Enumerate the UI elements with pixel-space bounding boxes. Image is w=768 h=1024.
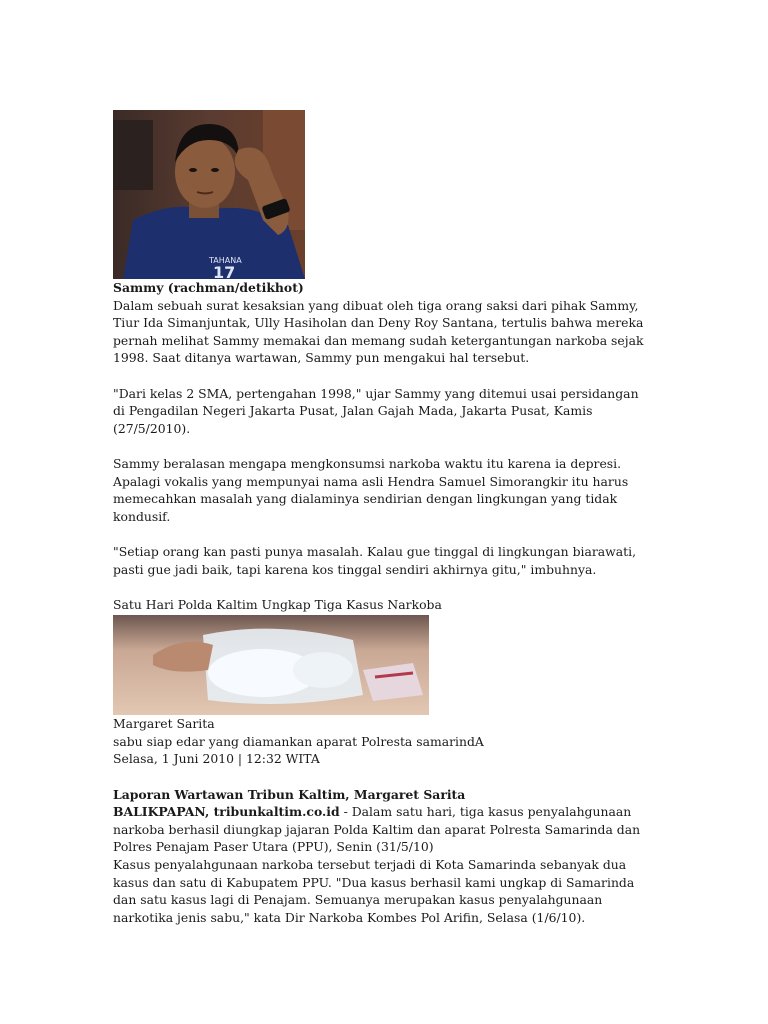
svg-text:TAHANA: TAHANA: [209, 256, 242, 265]
byline: Laporan Wartawan Tribun Kaltim, Margaret Sarita: [113, 786, 466, 802]
lead-paragraph: [113, 803, 653, 856]
paragraph: "Dari kelas 2 SMA, pertengahan 1998," ujar Sammy yang ditemui usai persidangan di Pengadilan Negeri Jakarta Pusat, Jalan Gajah Mada, Jakarta Pusat, Kamis (27/5/2010).: [113, 385, 639, 436]
lead-text: - Dalam satu hari, tiga kasus penyalahgunaan narkoba berhasil diungkap jajaran Polda Kaltim dan aparat Polresta Samarinda dan Polres Penajam Paser Utara (PPU), Senin (31/5/10): [113, 804, 641, 855]
photo-caption: sabu siap edar yang diamankan aparat Polresta samarindA: [113, 733, 484, 749]
photo-caption: Sammy (rachman/detikhot): [113, 280, 304, 295]
paragraph: Kasus penyalahgunaan narkoba tersebut terjadi di Kota Samarinda sebanyak dua kasus dan satu di Kabupatem PPU. "Dua kasus berhasil kami ungkap di Samarinda dan satu kasus lagi di Penajam. Semuanya merupakan kasus penyalahgunaan narkotika jenis sabu," kata Dir Narkoba Kombes Pol Arifin, Selasa (1/6/10).: [113, 857, 635, 925]
paragraph: "Setiap orang kan pasti punya masalah. Kalau gue tinggal di lingkungan biarawati, pasti gue jadi baik, tapi karena kos tinggal sendiri akhirnya gitu," imbuhnya.: [113, 543, 637, 577]
article-headline: Satu Hari Polda Kaltim Ungkap Tiga Kasus Narkoba: [113, 596, 442, 612]
paragraph: Sammy beralasan mengapa mengkonsumsi narkoba waktu itu karena ia depresi. Apalagi vokalis yang mempunyai nama asli Hendra Samuel Simorangkir itu harus memecahkan masalah yang dialaminya sendirian dengan lingkungan yang tidak kondusif.: [113, 455, 629, 524]
svg-text:17: 17: [213, 263, 236, 279]
photo-credit: Margaret Sarita: [113, 716, 215, 732]
paragraph: Dalam sebuah surat kesaksian yang dibuat oleh tiga orang saksi dari pihak Sammy, Tiur Ida Simanjuntak, Ully Hasiholan dan Deny Roy Santana, tertulis bahwa mereka pernah melihat Sammy memakai dan memang sudah ketergantungan narkoba sejak 1998. Saat ditanya wartawan, Sammy pun mengakui hal tersebut.: [113, 297, 644, 366]
article-content: [113, 110, 653, 926]
sammy-photo: [113, 110, 305, 279]
sabu-photo: [113, 615, 429, 715]
lead-location: BALIKPAPAN, tribunkaltim.co.id: [113, 804, 340, 820]
dateline: Selasa, 1 Juni 2010 | 12:32 WITA: [113, 751, 320, 767]
